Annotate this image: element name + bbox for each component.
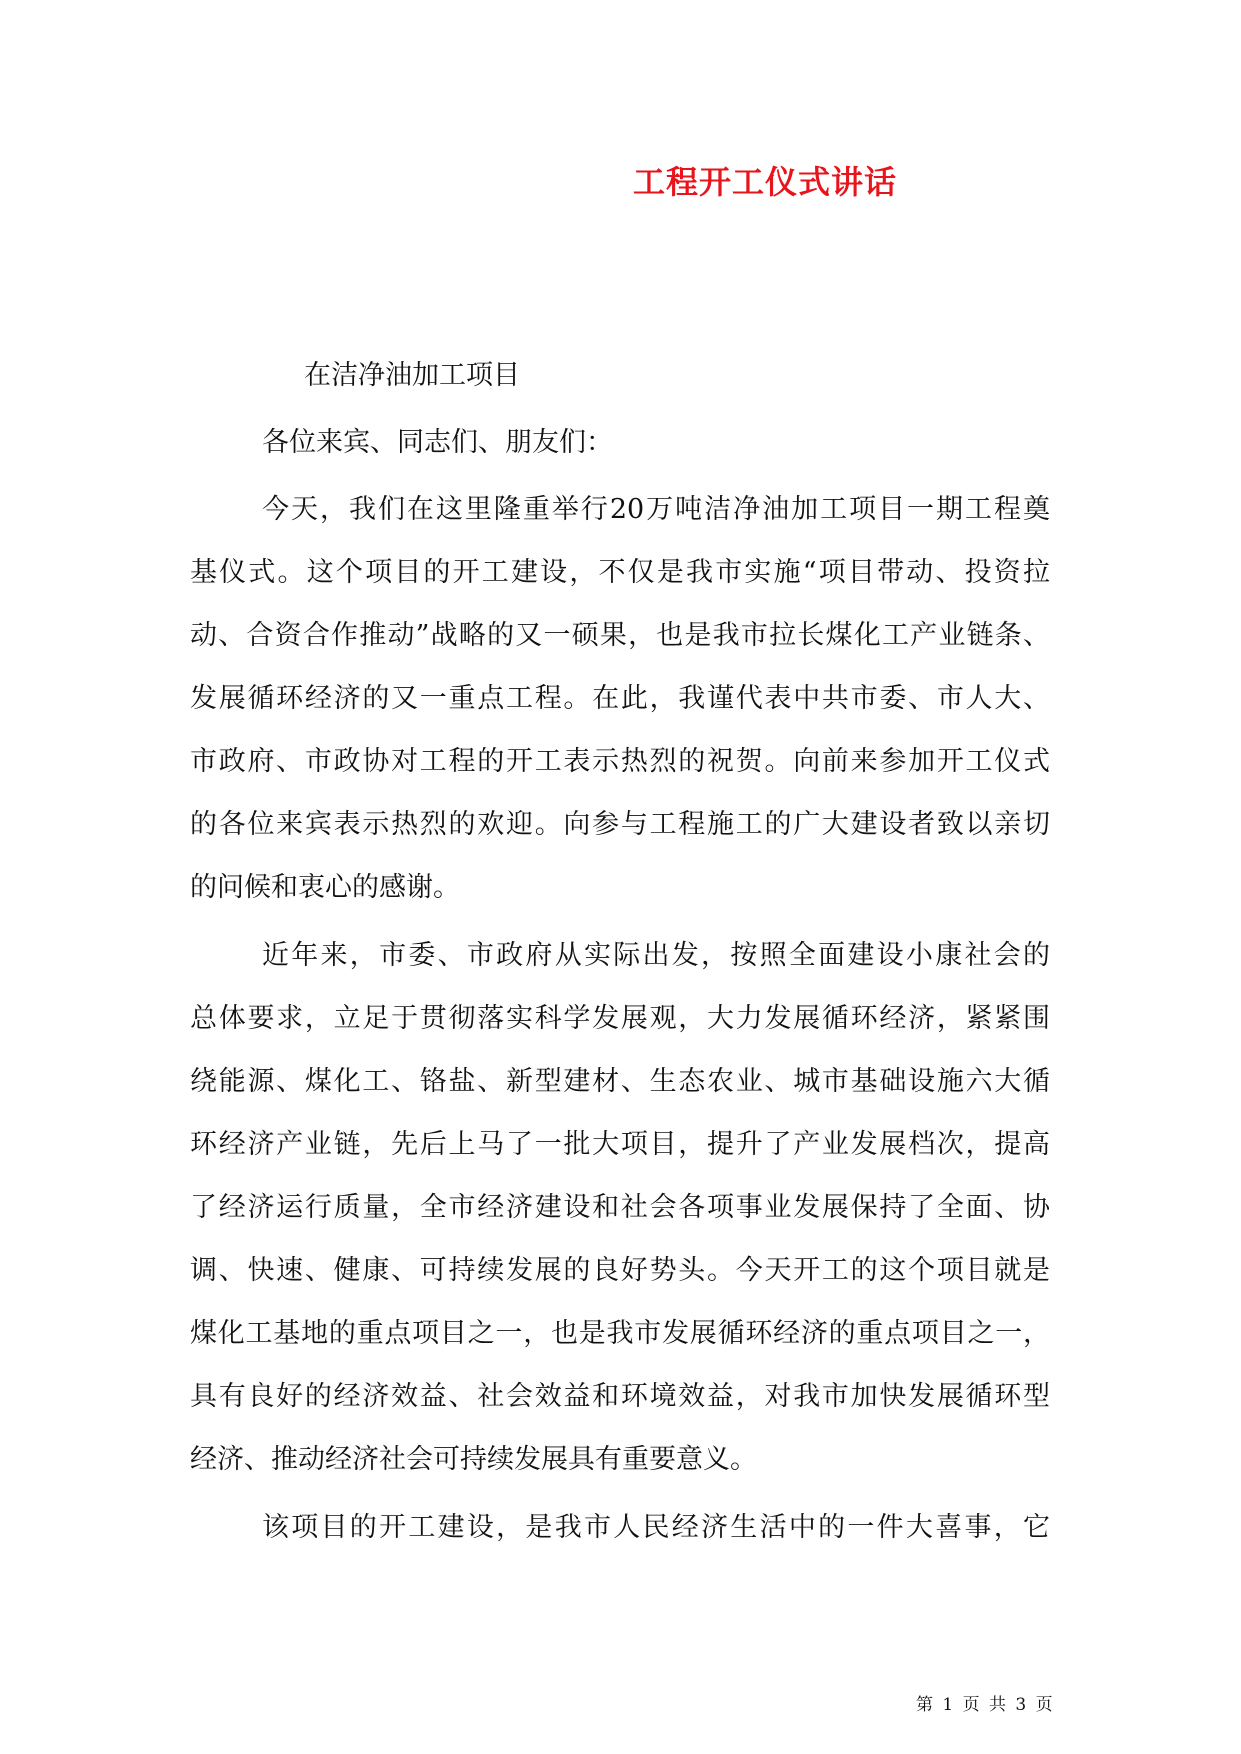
- paragraph-line: 绕能源、煤化工、铬盐、新型建材、生态农业、城市基础设施六大循: [190, 1066, 1050, 1097]
- paragraph-line: 的各位来宾表示热烈的欢迎。向参与工程施工的广大建设者致以亲切: [190, 809, 1050, 840]
- salutation: 各位来宾、同志们、朋友们：: [262, 427, 613, 458]
- paragraph-line: 经济、推动经济社会可持续发展具有重要意义。: [190, 1444, 757, 1475]
- paragraph-line: 环经济产业链，先后上马了一批大项目，提升了产业发展档次，提高: [190, 1129, 1050, 1160]
- paragraph-line: 该项目的开工建设，是我市人民经济生活中的一件大喜事，它: [262, 1512, 1050, 1543]
- paragraph-line: 动、合资合作推动”战略的又一硕果，也是我市拉长煤化工产业链条、: [190, 620, 1050, 651]
- paragraph-line: 具有良好的经济效益、社会效益和环境效益，对我市加快发展循环型: [190, 1381, 1050, 1412]
- document-subtitle: 在洁净油加工项目: [304, 360, 520, 391]
- paragraph-line: 煤化工基地的重点项目之一，也是我市发展循环经济的重点项目之一，: [190, 1318, 1050, 1349]
- paragraph-line: 调、快速、健康、可持续发展的良好势头。今天开工的这个项目就是: [190, 1255, 1050, 1286]
- paragraph-line: 今天，我们在这里隆重举行20万吨洁净油加工项目一期工程奠: [262, 494, 1050, 525]
- paragraph-line: 总体要求，立足于贯彻落实科学发展观，大力发展循环经济，紧紧围: [190, 1003, 1050, 1034]
- paragraph-line: 发展循环经济的又一重点工程。在此，我谨代表中共市委、市人大、: [190, 683, 1050, 714]
- document-title: 工程开工仪式讲话: [632, 163, 897, 201]
- paragraph-line: 近年来，市委、市政府从实际出发，按照全面建设小康社会的: [262, 940, 1050, 971]
- paragraph-line: 市政府、市政协对工程的开工表示热烈的祝贺。向前来参加开工仪式: [190, 746, 1050, 777]
- paragraph-line: 了经济运行质量，全市经济建设和社会各项事业发展保持了全面、协: [190, 1192, 1050, 1223]
- page-number-footer: 第 1 页 共 3 页: [916, 1695, 1055, 1715]
- paragraph-line: 的问候和衷心的感谢。: [190, 872, 460, 903]
- paragraph-line: 基仪式。这个项目的开工建设，不仅是我市实施“项目带动、投资拉: [190, 557, 1050, 588]
